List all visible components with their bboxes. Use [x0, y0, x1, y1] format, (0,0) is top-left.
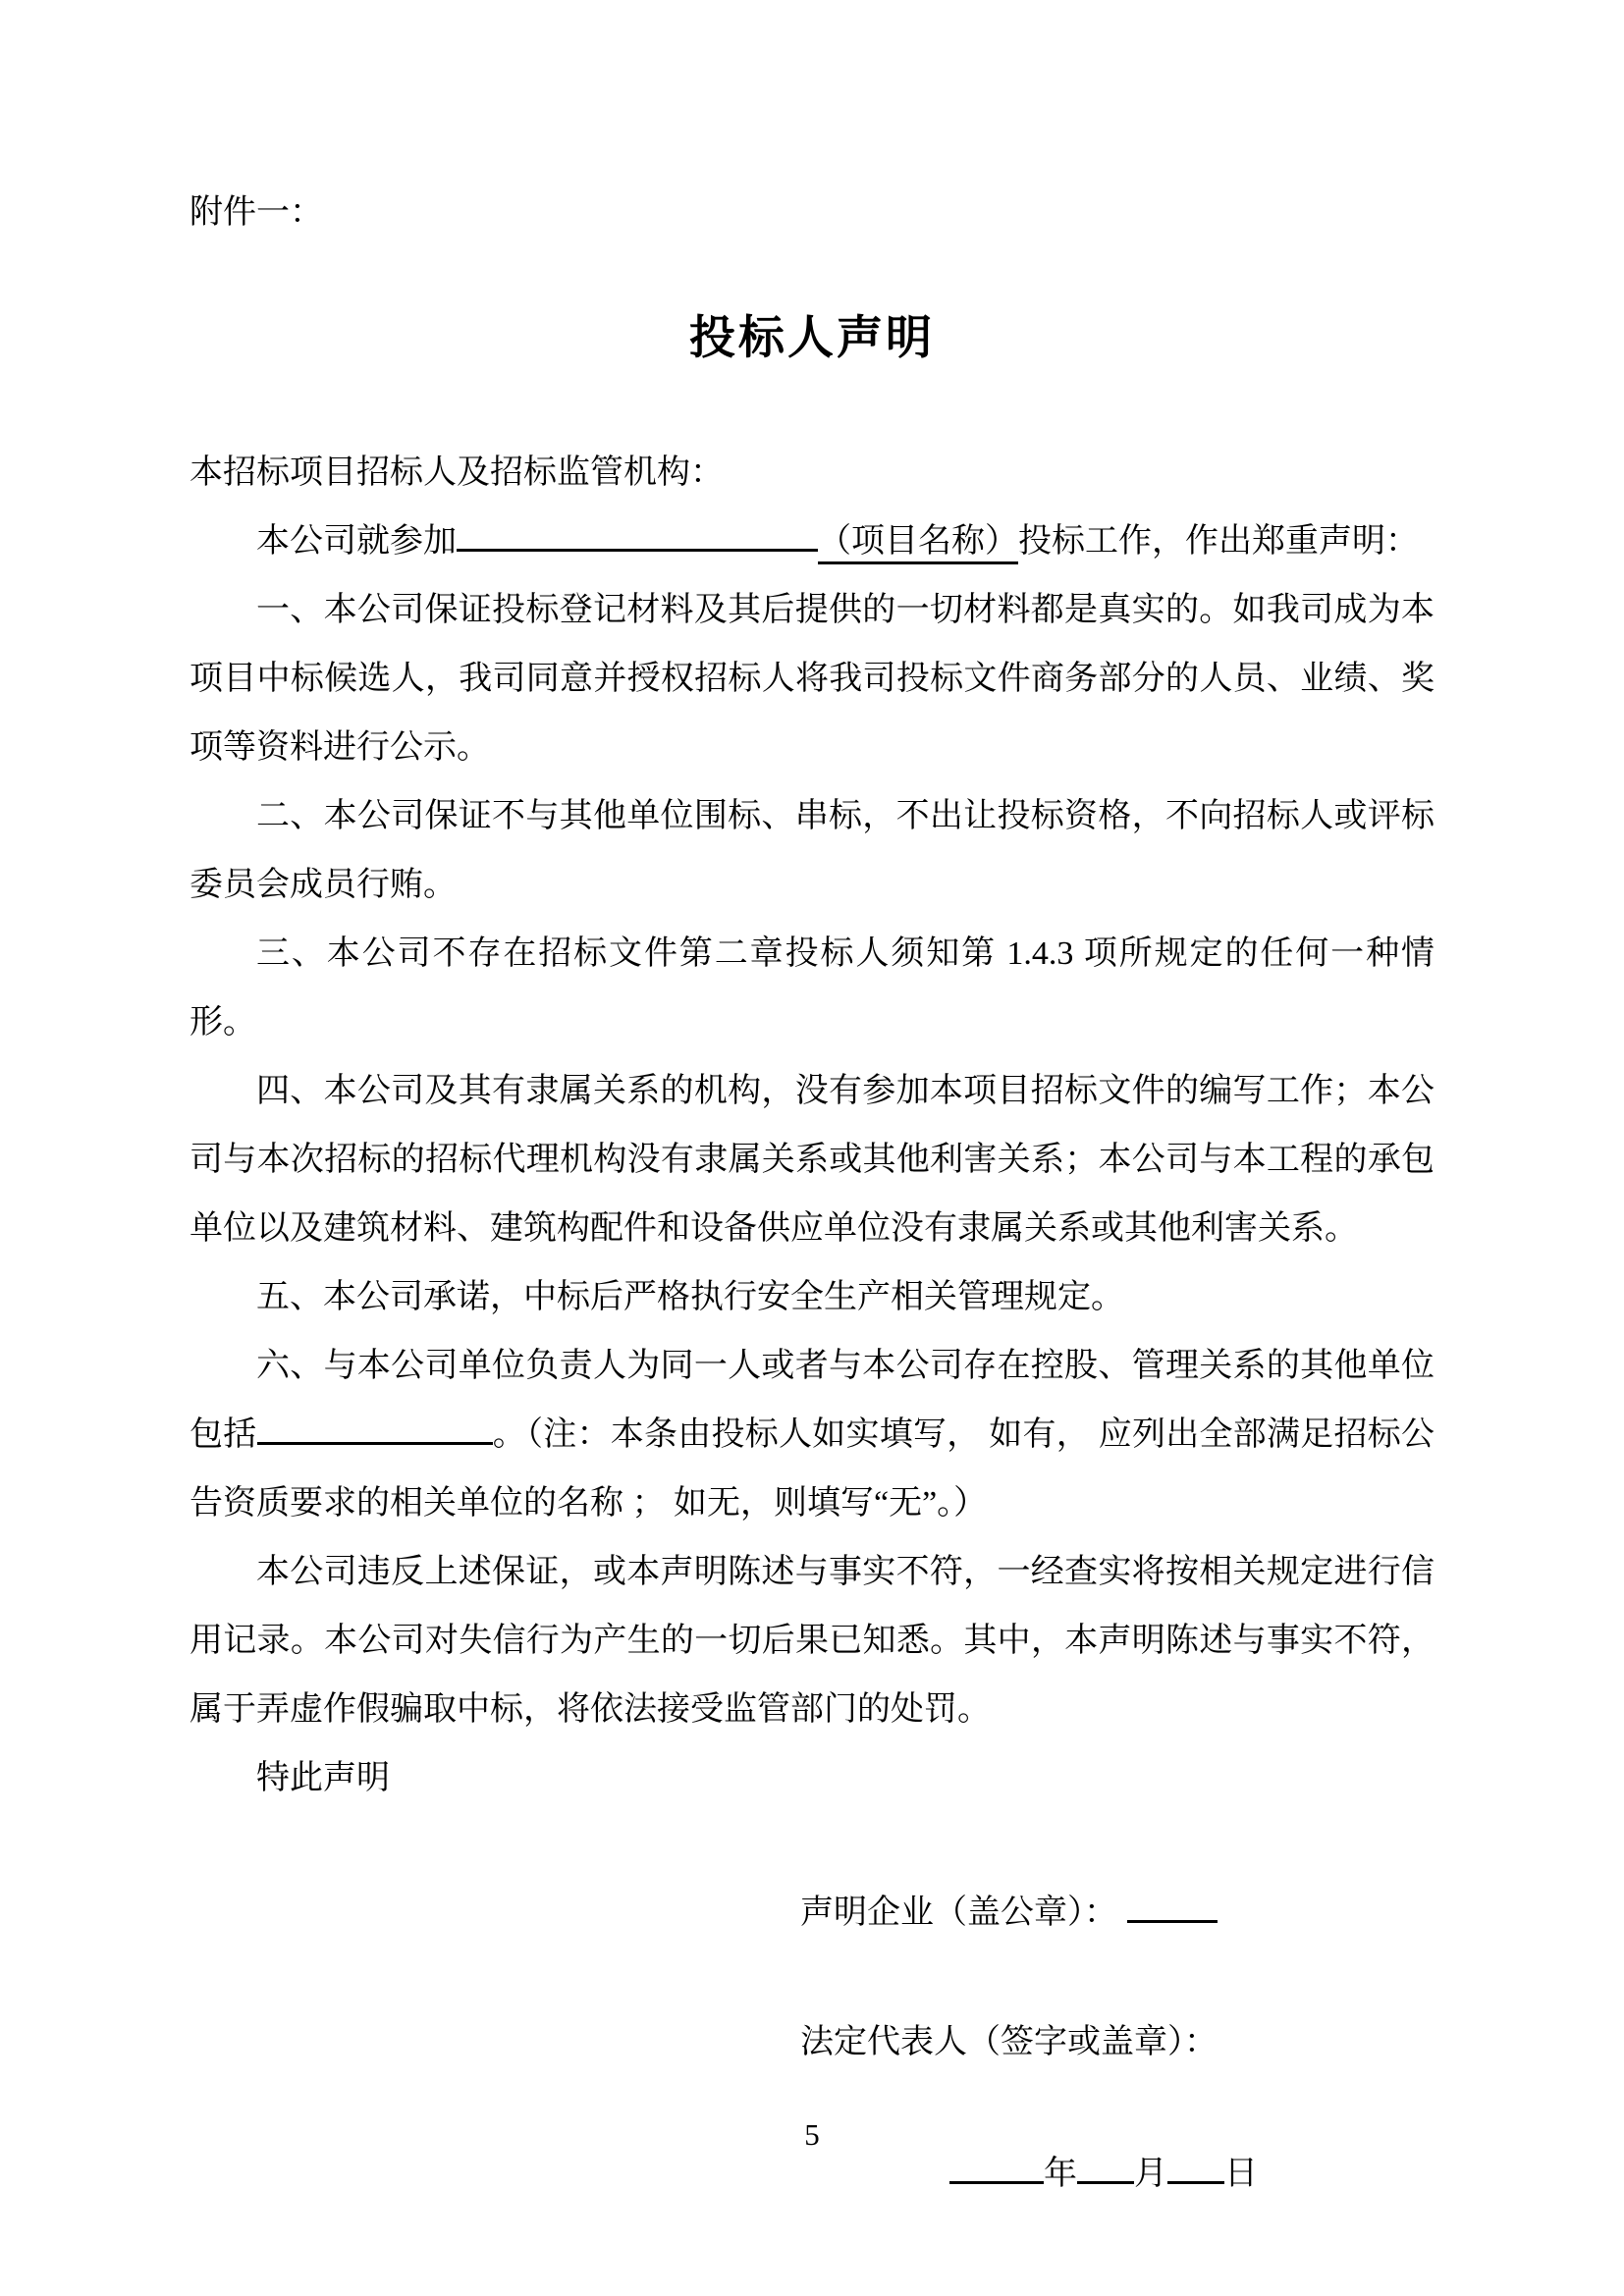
month-label: 月	[1134, 2155, 1167, 2192]
document-body	[189, 439, 1435, 1813]
month-blank-line	[1077, 2153, 1134, 2184]
date-line	[949, 2153, 1435, 2194]
other-units-blank-line	[257, 1414, 493, 1445]
day-blank-line	[1167, 2153, 1224, 2184]
legal-representative-line	[800, 2023, 1435, 2062]
declaration-item-6	[189, 1332, 1435, 1538]
company-seal-line	[800, 1892, 1435, 1933]
company-seal-label: 声明企业（盖公章）：	[800, 1894, 1117, 1931]
participate-line	[189, 507, 1435, 576]
project-name-label: （项目名称）	[818, 523, 1018, 564]
day-label: 日	[1224, 2155, 1258, 2192]
hereby-declare-line: 特此声明	[256, 1760, 390, 1796]
declaration-item-4: 四、本公司及其有隶属关系的机构，没有参加本项目招标文件的编写工作；本公司与本次招标的招标代理机构没有隶属关系或其他利害关系；本公司与本工程的承包单位以及建筑材料、建筑构配件和设备供应单位没有隶属关系或其他利害关系。	[189, 1073, 1435, 1247]
declaration-item-1: 一、本公司保证投标登记材料及其后提供的一切材料都是真实的。如我司成为本项目中标候选人，我司同意并授权招标人将我司投标文件商务部分的人员、业绩、奖项等资料进行公示。	[189, 592, 1435, 766]
declaration-item-2: 二、本公司保证不与其他单位围标、串标，不出让投标资格，不向招标人或评标委员会成员行贿。	[189, 798, 1435, 903]
legal-representative-label: 法定代表人（签字或盖章）：	[800, 2023, 1218, 2060]
company-seal-blank-line	[1127, 1892, 1218, 1923]
item-6-suffix: 。（注：本条由投标人如实填写， 如有， 应列出全部满足招标公告资质要求的相关单位的名称 ； 如无，则填写“无”。）	[189, 1416, 1435, 1522]
item-6-prefix: 六、与本公司单位负责人为同一人或者与本公司存在控股、管理关系的其他单位包括	[189, 1348, 1435, 1453]
page-number: 5	[804, 2117, 820, 2152]
intro-line: 本招标项目招标人及招标监管机构：	[189, 454, 724, 491]
participate-suffix: 投标工作，作出郑重声明：	[1018, 523, 1419, 560]
attachment-label: 附件一：	[189, 194, 323, 231]
participate-prefix: 本公司就参加	[256, 523, 457, 560]
year-label: 年	[1044, 2155, 1077, 2192]
declaration-item-5: 五、本公司承诺，中标后严格执行安全生产相关管理规定。	[256, 1279, 1124, 1315]
page-title: 投标人声明	[689, 313, 935, 364]
year-blank-line	[949, 2153, 1044, 2184]
closing-paragraph: 本公司违反上述保证，或本声明陈述与事实不符，一经查实将按相关规定进行信用记录。本公司对失信行为产生的一切后果已知悉。其中，本声明陈述与事实不符，属于弄虚作假骗取中标，将依法接受监管部门的处罚。	[189, 1554, 1435, 1728]
project-name-blank-line	[457, 520, 818, 552]
declaration-item-3: 三、本公司不存在招标文件第二章投标人须知第 1.4.3 项所规定的任何一种情形。	[189, 935, 1435, 1041]
